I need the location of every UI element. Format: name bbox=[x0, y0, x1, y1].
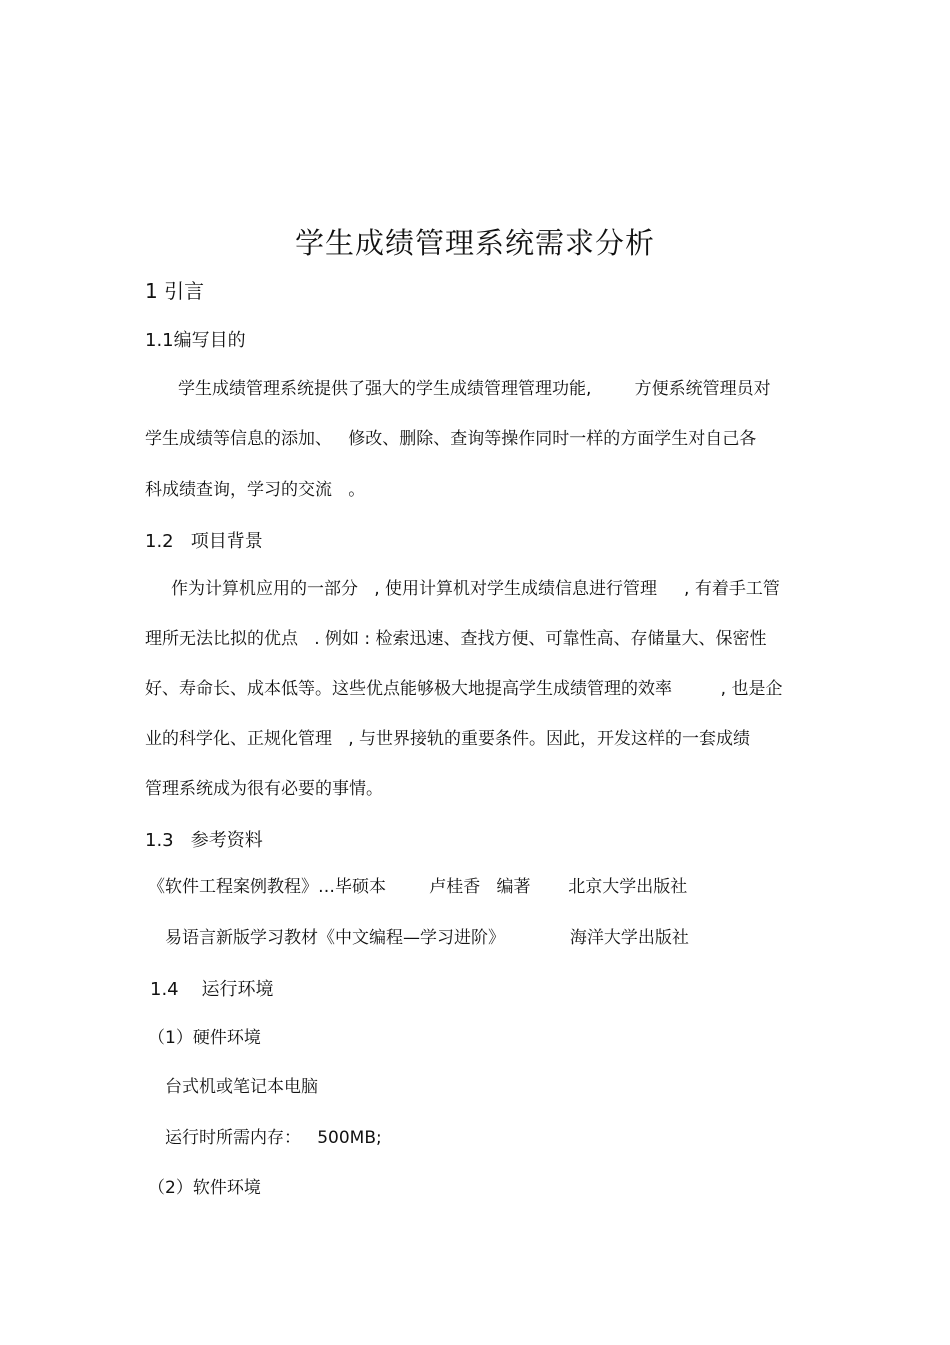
subsection-heading-software: （2）软件环境 bbox=[148, 1178, 261, 1198]
section-heading-intro: 1 引言 bbox=[145, 279, 205, 303]
paragraph-line: 学生成绩等信息的添加、 修改、删除、查询等操作同时一样的方面学生对自己各 bbox=[145, 429, 757, 449]
reference-item: 易语言新版学习教材《中文编程—学习进阶》 海洋大学出版社 bbox=[165, 928, 689, 948]
paragraph-line: 科成绩查询，学习的交流 。 bbox=[145, 480, 366, 500]
reference-item: 《软件工程案例教程》…毕硕本 卢桂香 编著 北京大学出版社 bbox=[148, 877, 688, 897]
document-title: 学生成绩管理系统需求分析 bbox=[294, 226, 655, 260]
paragraph-line: 台式机或笔记本电脑 bbox=[165, 1077, 318, 1097]
section-heading-1-1: 1.1编写目的 bbox=[145, 330, 246, 351]
paragraph-line: 业的科学化、正规化管理 , 与世界接轨的重要条件。因此，开发这样的一套成绩 bbox=[145, 729, 751, 749]
subsection-heading-hardware: （1）硬件环境 bbox=[148, 1028, 261, 1048]
paragraph-line: 管理系统成为很有必要的事情。 bbox=[145, 779, 383, 799]
paragraph-line: 学生成绩管理系统提供了强大的学生成绩管理管理功能, 方便系统管理员对 bbox=[178, 379, 771, 399]
paragraph-line: 作为计算机应用的一部分 , 使用计算机对学生成绩信息进行管理 , 有着手工管 bbox=[171, 579, 780, 599]
section-heading-1-4: 1.4 运行环境 bbox=[150, 979, 274, 1000]
paragraph-line: 好、寿命长、成本低等。这些优点能够极大地提高学生成绩管理的效率 , 也是企 bbox=[145, 679, 783, 699]
paragraph-line: 理所无法比拟的优点 . 例如 : 检索迅速、查找方便、可靠性高、存储量大、保密性 bbox=[145, 629, 767, 649]
section-heading-1-2: 1.2 项目背景 bbox=[145, 531, 263, 552]
paragraph-line: 运行时所需内存： 500MB; bbox=[165, 1128, 382, 1148]
section-heading-1-3: 1.3 参考资料 bbox=[145, 830, 263, 851]
